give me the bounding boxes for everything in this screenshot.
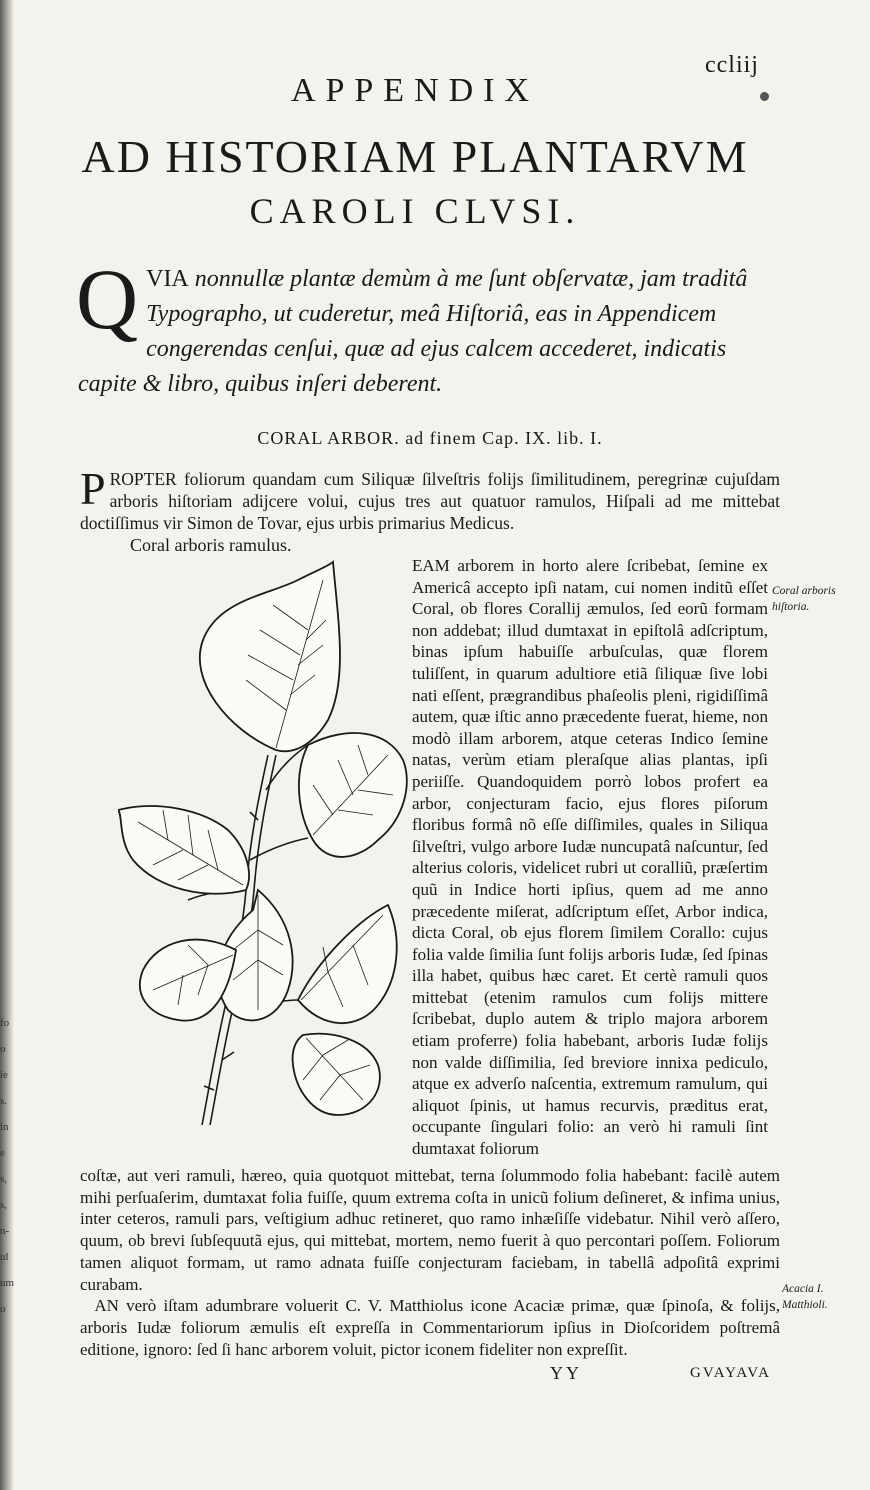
right-column-lead: EAM	[412, 556, 450, 575]
full-text-1: coſtæ, aut veri ramuli, hæreo, quia quotquot mittebat, terna ſolummodo folia habebant: facilè autem mihi perſuaſerim, dumtaxat folia fuiſſe, quum extrema coſta in unicũ folium deſineret, & infima unius, inter ceteros, ramuli pars, veſtigium adhuc retineret, quo ramo inhæſiſſe videbatur. Nihil verò aſſero, quum, ob brevi ſubſequutã ejus, qui mittebat, mortem, nemo fuerit à quo percontari poſſem. Foliorum tamen aliquot formam, ut ramo adnata fuiſſe conjecturam faciebam, in tabellâ adpoſitâ exprimi curabam.	[80, 1166, 780, 1294]
figure-caption: Coral arboris ramulus.	[130, 535, 292, 555]
para1-lead: ROPTER	[109, 469, 177, 489]
right-column-text	[412, 555, 768, 1160]
paragraph-1	[80, 463, 780, 534]
leaf-bottom	[293, 1034, 380, 1115]
signature-mark: YY	[550, 1363, 582, 1383]
page-number: ccliij	[705, 52, 759, 78]
title-line-3: CAROLI CLVSI.	[249, 191, 581, 231]
intro-paragraph	[76, 251, 778, 402]
title-line-2: AD HISTORIAM PLANTARVM	[81, 131, 749, 182]
leaf-left-middle	[118, 806, 249, 894]
margin-note-2: Acacia I. Matthioli.	[782, 1283, 828, 1311]
intro-text: nonnullæ plantæ demùm à me ſunt obſervatæ, jam traditâ Typographo, ut cuderetur, meâ Hiſtoriâ, eas in Appendicem congerendas cenſui, quæ ad ejus calcem accederet, indicatis capite & libro, quibus inſeri deberent.	[78, 266, 748, 397]
leaf-top	[200, 562, 340, 751]
intro-lead: VIA	[146, 266, 189, 292]
drop-cap-q: Q	[76, 251, 139, 347]
coral-branch-woodcut	[118, 560, 414, 1140]
para1-text: foliorum quandam cum Siliquæ ſilveſtris folijs ſimilitudinem, peregrinæ cujuſdam arboris hiſtoriam adijcere volui, cujus tres aut quatuor ramulos, Hiſpali ad me mittebat doctiſſimus vir Simon de Tovar, ejus urbis primarius Medicus.	[80, 469, 780, 533]
full-text-2: verò iſtam adumbrare voluerit C. V. Matthiolus icone Acaciæ primæ, quæ ſpinoſa, & folijs, arboris Iudæ foliorum æmulis eſt expreſſa in Commentariorum ipſius in Dioſcoridem poſtremâ editione, ignoro: ſed ſi hanc arborem voluit, pictor iconem fideliter non expreſſit.	[80, 1296, 781, 1359]
section-heading: CORAL ARBOR. ad finem Cap. IX. lib. I.	[257, 428, 603, 448]
catchword: GVAYAVA	[690, 1365, 771, 1381]
title-line-1: APPENDIX	[290, 72, 540, 109]
adjacent-page-fragment: fo o ie s. in e s, s, n- ul um o	[0, 1017, 15, 1315]
margin-note-1: Coral arboris hiſtoria.	[772, 585, 836, 613]
leaf-left-lower	[140, 940, 236, 1021]
right-column-body: arborem in horto alere ſcribebat, ſemine ex Americâ accepto ipſi natam, cui nomen inditũ eſſet Coral, ob flores Corallij æmulos, ſed eorũ formam non addebat; illud dumtaxat in epiſtolâ adſcriptum, binas ipſum habuiſſe arbuſculas, quæ florem tuliſſent, in quarum adultiore etiã ſiliquæ ſive lobi nati eſſent, prægrandibus phaſeolis pleni, rigidiſſimâ autem, quæ iſtic anno præcedente fuerat, hieme, non modò illam arborem, atque ceteras Indico ſemine natas, verùm etiam pleraſque alias plantas, ipſi periiſſe. Quandoquidem porrò lobos profert ea arbor, conjecturam facio, ejus flores piſorum floribus formâ nõ eſſe diſſimiles, quales in Siliqua ſilveſtri, vulgo arbore Iudæ nuncupatâ naſcuntur, ſed alterius coloris, videlicet rubri ut coralliũ, præſertim quũ in Indice horti ipſius, quem ad me anno præcedente miſerat, adſcriptum eſſet, Arbor indica, dicta Coral, ob ejus florem ſimilem Corallo: cujus folia valde ſimilia ſunt folijs arboris Iudæ, ſed ſpinas illa habet, quibus hæc caret. Et certè ramuli quos mittebat (etenim ramulos cum folijs mittere ſcribebat, duplo autem & triplo majora arborem etiam proferre) folia habebant, arboris Iudæ folijs non valde diſſimilia, ſed breviore innixa pediculo, atque ex adverſo naſcentia, extremum ramulum, qui aliquot ſpinis, ut hamus recurvis, præditus erat, occupante ſingulari folio: an verò hi ramuli ſint dumtaxat foliorum	[412, 556, 768, 1159]
full-text-2-lead: AN	[94, 1296, 119, 1316]
leaf-right-lower	[298, 905, 397, 1023]
full-width-text	[80, 1165, 780, 1360]
drop-cap-p: P	[80, 463, 106, 514]
